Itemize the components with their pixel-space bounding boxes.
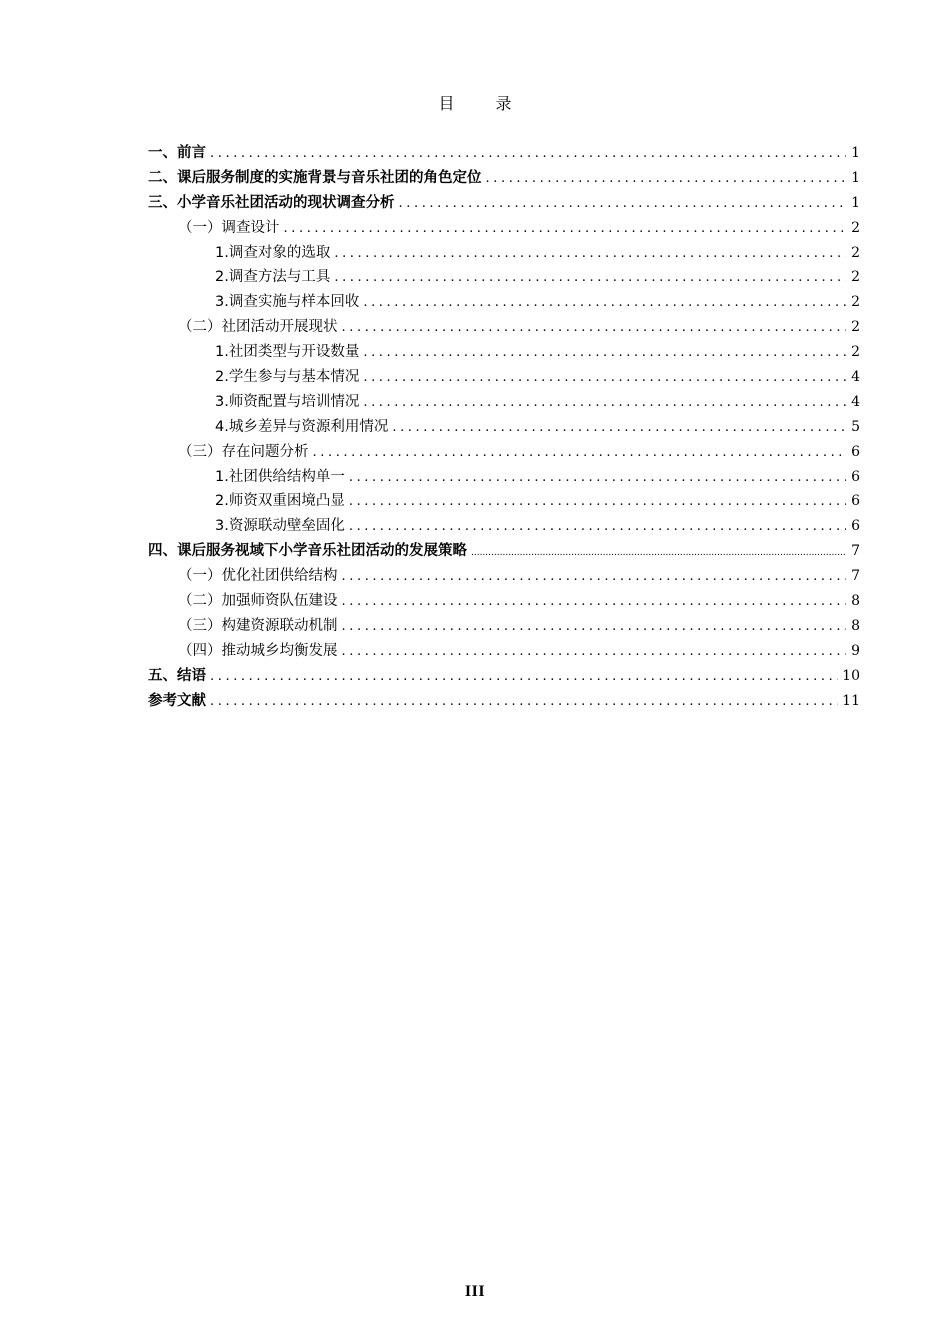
toc-dot-leader (363, 291, 846, 316)
toc-dot-leader (471, 541, 846, 566)
toc-entry-label: （三）构建资源联动机制 (178, 617, 338, 634)
toc-entry-label: （一）优化社团供给结构 (178, 568, 338, 585)
toc-entry[interactable] (148, 365, 860, 390)
toc-entry-page-number: 8 (851, 593, 860, 610)
toc-entry-label: 2.师资双重困境凸显 (215, 493, 345, 510)
toc-entry-page-number: 2 (851, 269, 860, 286)
toc-entry-label: （四）推动城乡均衡发展 (178, 642, 338, 659)
toc-entry-label: 3.调查实施与样本回收 (215, 294, 360, 311)
toc-entry[interactable] (148, 166, 860, 191)
toc-entry-page-number: 5 (851, 418, 860, 435)
toc-entry-page-number: 8 (851, 617, 860, 634)
toc-entry-label: 四、课后服务视域下小学音乐社团活动的发展策略 (148, 543, 467, 560)
toc-entry-label: 二、课后服务制度的实施背景与音乐社团的角色定位 (148, 169, 482, 186)
toc-entry-label: 2.调查方法与工具 (215, 269, 331, 286)
toc-entry[interactable] (148, 539, 860, 564)
toc-entry-label: （二）社团活动开展现状 (178, 319, 338, 336)
toc-dot-leader (334, 242, 846, 267)
toc-entry-label: 一、前言 (148, 145, 206, 161)
toc-entry-label: 3.资源联动壁垒固化 (215, 518, 345, 535)
toc-entry[interactable] (148, 141, 860, 166)
toc-entry[interactable] (148, 216, 860, 241)
toc-dot-leader (342, 316, 847, 341)
toc-dot-leader (399, 192, 847, 217)
toc-entry[interactable] (148, 415, 860, 440)
toc-dot-leader (363, 391, 846, 416)
toc-dot-leader (342, 615, 847, 640)
toc-entry[interactable] (148, 639, 860, 664)
toc-entry-page-number: 6 (851, 518, 860, 535)
toc-entry-page-number: 4 (851, 393, 860, 410)
toc-entry[interactable] (148, 489, 860, 514)
toc-entry-page-number: 7 (851, 568, 860, 585)
toc-entry-label: 五、结语 (148, 667, 206, 684)
toc-dot-leader (363, 341, 846, 366)
toc-dot-leader (210, 690, 838, 715)
toc-entry-page-number: 6 (851, 468, 860, 485)
toc-entry-page-number: 4 (851, 369, 860, 386)
toc-entry-label: 3.师资配置与培训情况 (215, 393, 360, 410)
toc-dot-leader (210, 665, 838, 690)
toc-dot-leader (313, 441, 847, 466)
toc-dot-leader (342, 640, 847, 665)
toc-dot-leader (210, 142, 846, 167)
toc-entry-page-number: 10 (842, 667, 860, 684)
toc-entry-label: 1.调查对象的选取 (215, 244, 331, 261)
toc-entry[interactable] (148, 440, 860, 465)
toc-entry[interactable] (148, 614, 860, 639)
toc-dot-leader (349, 490, 846, 515)
toc-entry[interactable] (148, 564, 860, 589)
toc-entry-label: （三）存在问题分析 (178, 443, 309, 460)
toc-entry-page-number: 2 (851, 294, 860, 311)
toc-entry[interactable] (148, 589, 860, 614)
toc-entry-page-number: 6 (851, 443, 860, 460)
toc-entry[interactable] (148, 315, 860, 340)
toc-dot-leader (342, 590, 847, 615)
toc-entry-label: 参考文献 (148, 692, 206, 709)
toc-entry-page-number: 1 (851, 194, 860, 211)
toc-entry-page-number: 11 (842, 692, 860, 709)
toc-entry-label: 4.城乡差异与资源利用情况 (215, 418, 389, 435)
toc-entry-page-number: 7 (851, 543, 860, 560)
toc-entry[interactable] (148, 390, 860, 415)
toc-title: 目 录 (438, 94, 530, 113)
toc-entry-label: 2.学生参与与基本情况 (215, 369, 360, 386)
toc-entry-label: （二）加强师资队伍建设 (178, 593, 338, 610)
toc-entry-page-number: 6 (851, 493, 860, 510)
toc-entry[interactable] (148, 241, 860, 266)
toc-entry[interactable] (148, 191, 860, 216)
toc-entry-page-number: 2 (851, 244, 860, 261)
toc-dot-leader (363, 366, 846, 391)
toc-entry-page-number: 2 (851, 219, 860, 236)
toc-dot-leader (349, 515, 846, 540)
toc-entry[interactable] (148, 465, 860, 490)
table-of-contents (148, 141, 860, 713)
toc-entry-page-number: 1 (851, 169, 860, 186)
toc-dot-leader (342, 565, 847, 590)
toc-entry-label: 1.社团供给结构单一 (215, 468, 345, 485)
toc-entry[interactable] (148, 689, 860, 714)
toc-dot-leader (334, 266, 846, 291)
toc-dot-leader (392, 416, 846, 441)
toc-entry[interactable] (148, 265, 860, 290)
toc-entry-page-number: 2 (851, 344, 860, 361)
toc-entry[interactable] (148, 664, 860, 689)
toc-dot-leader (486, 167, 847, 192)
toc-entry-page-number: 2 (851, 319, 860, 336)
toc-entry-label: 三、小学音乐社团活动的现状调查分析 (148, 194, 395, 211)
toc-entry[interactable] (148, 340, 860, 365)
toc-dot-leader (284, 217, 847, 242)
toc-entry-page-number: 9 (851, 642, 860, 659)
toc-entry-label: 1.社团类型与开设数量 (215, 344, 360, 361)
toc-entry-page-number: 1 (851, 145, 860, 161)
toc-entry[interactable] (148, 290, 860, 315)
toc-entry-label: （一）调查设计 (178, 219, 280, 236)
toc-entry[interactable] (148, 514, 860, 539)
page-number: III (464, 1283, 486, 1300)
toc-dot-leader (349, 466, 846, 491)
